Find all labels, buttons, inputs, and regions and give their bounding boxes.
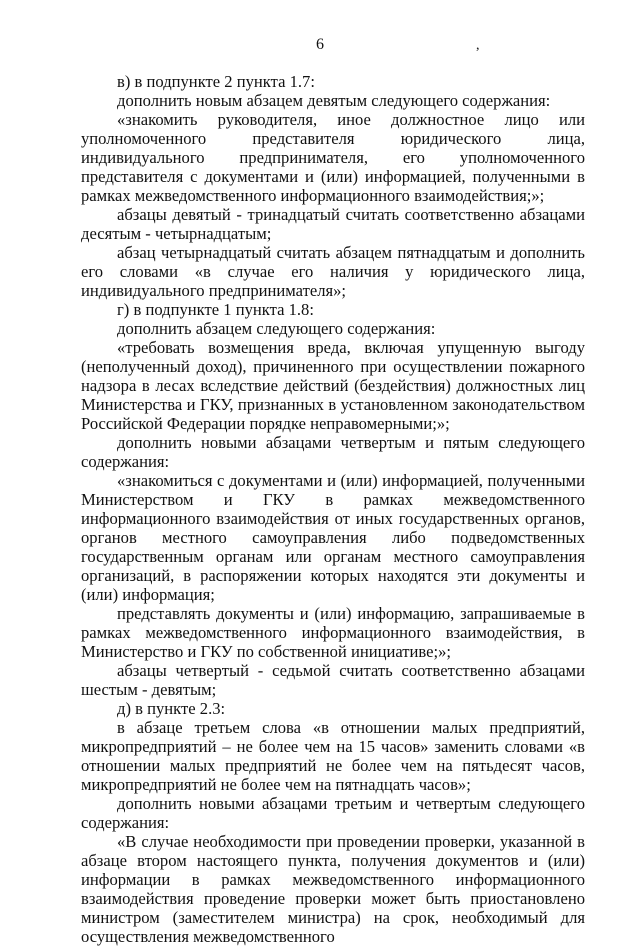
paragraph: «знакомиться с документами и (или) информацией, полученными Министерством и ГКУ в рамках межведомственного информационного взаимодействия от иных государственных органов, органов местного самоуправления либо подведомственных государственным органам или органам местного самоуправления организаций, в распоряжении которых находятся эти документы и (или) информация;: [81, 471, 585, 604]
paragraph: дополнить абзацем следующего содержания:: [117, 319, 436, 338]
paragraph: «требовать возмещения вреда, включая упущенную выгоду (неполученный доход), причиненного при осуществлении пожарного надзора в лесах вследствие действий (бездействия) должностных лиц Министерства и ГКУ, признанных в установленном законодательством Российской Федерации порядке неправомерными;»;: [81, 338, 585, 433]
paragraph: дополнить новыми абзацами четвертым и пятым следующего содержания:: [81, 433, 585, 471]
paragraph: абзацы четвертый - седьмой считать соответственно абзацами шестым - девятым;: [81, 661, 585, 699]
paragraph: «В случае необходимости при проведении проверки, указанной в абзаце втором настоящего пункта, получения документов и (или) информации в рамках межведомственного информационного взаимодействия проведение проверки может быть приостановлено министром (заместителем министра) на срок, необходимый для осуществления межведомственного: [81, 832, 585, 946]
paragraph: г) в подпункте 1 пункта 1.8:: [117, 300, 314, 319]
paragraph: представлять документы и (или) информацию, запрашиваемые в рамках межведомственного информационного взаимодействия, в Министерство и ГКУ по собственной инициативе;»;: [81, 604, 585, 661]
page-number: 6: [316, 36, 324, 53]
margin-mark: ,: [476, 38, 480, 53]
paragraph: «знакомить руководителя, иное должностное лицо или уполномоченного представителя юридического лица, индивидуального предпринимателя, его уполномоченного представителя с документами и (или) информацией, полученными в рамках межведомственного информационного взаимодействия;»;: [81, 110, 585, 205]
paragraph: абзацы девятый - тринадцатый считать соответственно абзацами десятым - четырнадцатым;: [81, 205, 585, 243]
paragraph: д) в пункте 2.3:: [117, 699, 226, 718]
paragraph: в) в подпункте 2 пункта 1.7:: [117, 72, 315, 91]
paragraph: в абзаце третьем слова «в отношении малых предприятий, микропредприятий – не более чем на 15 часов» заменить словами «в отношении малых предприятий не более чем на пятьдесят часов, микропредприятий не более чем на пятнадцать часов»;: [81, 718, 585, 794]
paragraph: абзац четырнадцатый считать абзацем пятнадцатым и дополнить его словами «в случае его наличия у юридического лица, индивидуального предпринимателя»;: [81, 243, 585, 300]
paragraph: дополнить новым абзацем девятым следующего содержания:: [117, 91, 551, 110]
document-body: [81, 72, 585, 946]
paragraph: дополнить новыми абзацами третьим и четвертым следующего содержания:: [81, 794, 585, 832]
